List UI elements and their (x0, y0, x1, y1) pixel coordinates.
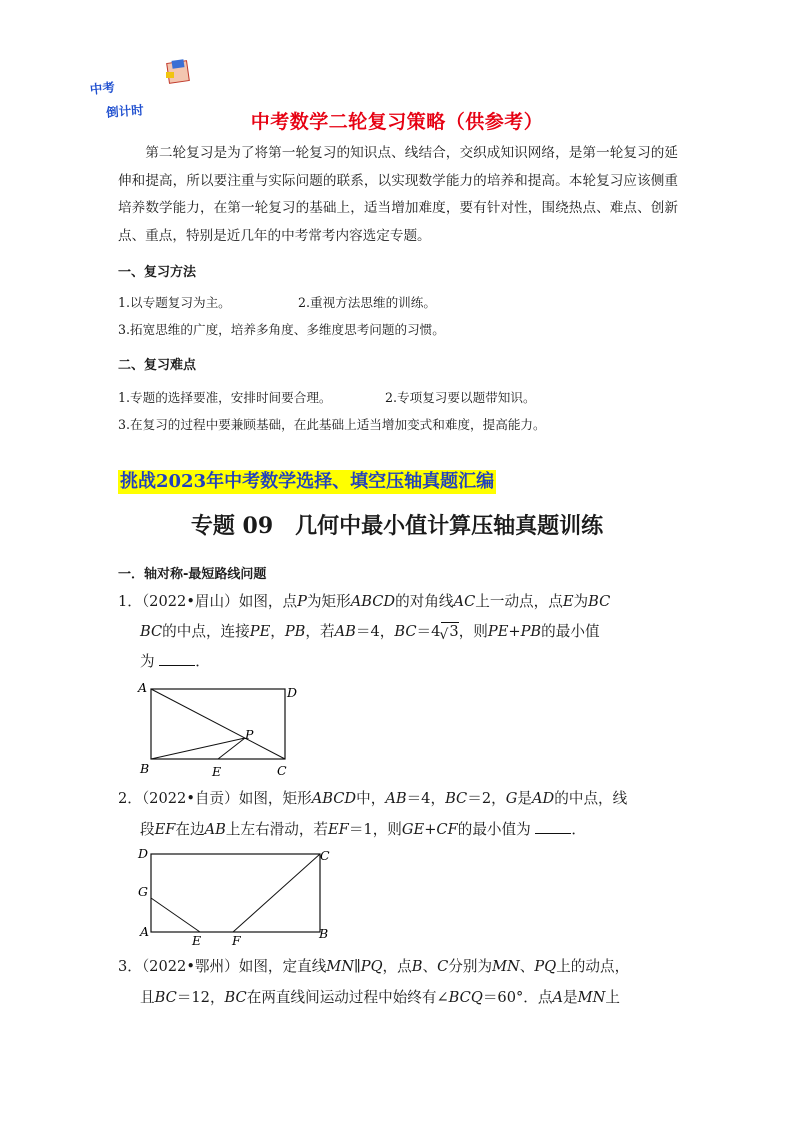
methods-heading: 一、复习方法 (118, 265, 197, 280)
problem-number: 2． (118, 790, 142, 807)
logo-text-1: 中考 (89, 79, 116, 97)
text: 的对角线 (395, 593, 454, 610)
math-var: BC (154, 989, 177, 1006)
difficulties-heading: 二、复习难点 (118, 358, 197, 373)
label-a: A (138, 680, 148, 695)
text: 如图，定直线 (238, 958, 327, 975)
segment-cf (233, 854, 320, 932)
text: 在边 (175, 821, 205, 838)
math-var: MN (492, 958, 520, 975)
problem-source: （2022•鄂州） (141, 958, 239, 975)
math-var: PQ (534, 958, 557, 975)
math-var: P (297, 593, 307, 610)
methods-item-3: 3.拓宽思维的广度，培养多角度、多维度思考问题的习惯。 (118, 322, 445, 337)
topic-title: 专题 09 几何中最小值计算压轴真题训练 (190, 513, 604, 539)
math-var: EF (328, 821, 349, 838)
text: ，点 (382, 958, 412, 975)
difficulties-item-2: 2.专项复习要以题带知识。 (385, 390, 536, 405)
difficulties-item-3: 3.在复习的过程中要兼顾基础，在此基础上适当增加变式和难度，提高能力。 (118, 417, 546, 432)
section-heading: 一．轴对称-最短路线问题 (118, 567, 267, 582)
math-var: EF (154, 821, 176, 838)
problem-1-line-2 (140, 617, 600, 647)
math-var: A (552, 989, 564, 1006)
text: 是 (517, 790, 532, 807)
math-var: BC (445, 790, 468, 807)
intro-paragraph: 第二轮复习是为了将第一轮复习的知识点、线结合，交织成知识网络，是第一轮复习的延伸和提高，所以要注重与实际问题的联系，以实现数学能力的培养和提高。本轮复习应该侧重培养数学能力，在第一轮复习的基础上，适当增加难度，要有针对性，围绕热点、难点、创新点、重点，特别是近几年的中考常考内容选定专题。 (118, 145, 678, 244)
text: 如图，点 (238, 593, 298, 610)
text: 的最小值 (541, 623, 600, 640)
figure-2 (130, 842, 340, 946)
label-f: F (232, 933, 241, 946)
problem-number: 3． (118, 958, 142, 975)
text: 如图，矩形 (238, 790, 312, 807)
figure-1 (130, 680, 310, 782)
sqrt-sign: √ (439, 627, 449, 643)
problem-source: （2022•自贡） (141, 790, 239, 807)
text: ＝4 (416, 623, 441, 640)
label-b: B (319, 926, 329, 941)
math-var: PB (284, 623, 306, 640)
problem-number: 1． (118, 593, 142, 610)
text: ，则 (458, 623, 488, 640)
math-var: AC (453, 593, 476, 610)
text: 3 (449, 623, 459, 640)
problem-2-line-1 (118, 784, 627, 814)
text: ＝60°．点 (482, 989, 553, 1006)
math-var: BCQ (448, 989, 483, 1006)
text: 为 (140, 653, 155, 670)
text: ＝4， (355, 623, 395, 640)
math-var: E (562, 593, 574, 610)
math-var: BC (224, 989, 247, 1006)
math-var: ABCD (350, 593, 396, 610)
math-var: MN (577, 989, 606, 1006)
text: 的中点，连接 (162, 623, 250, 640)
label-d: D (287, 685, 298, 700)
label-p: P (245, 727, 254, 742)
text: 的中点，线 (554, 790, 628, 807)
math-var: PE (249, 623, 271, 640)
text: 上一动点，点 (475, 593, 563, 610)
math-var: AB (204, 821, 226, 838)
math-var: GE+CF (401, 821, 458, 838)
text: ． (571, 821, 586, 838)
problem-3-line-2 (140, 983, 620, 1013)
strategy-title: 中考数学二轮复习策略（供参考） (250, 111, 544, 133)
math-var: AB (334, 623, 356, 640)
text: ＝2， (467, 790, 506, 807)
text: 为 (573, 593, 589, 610)
answer-blank (535, 819, 571, 834)
text: ＝4， (406, 790, 446, 807)
text: 上的动点， (556, 958, 630, 975)
label-b: B (140, 761, 150, 776)
text: 为矩形 (306, 593, 351, 610)
text: 的最小值为 (457, 821, 531, 838)
methods-item-1: 1.以专题复习为主。 (118, 295, 231, 310)
segment-ge (151, 898, 200, 932)
text: 段 (140, 821, 155, 838)
math-var: BC (588, 593, 611, 610)
problem-2-line-2 (140, 815, 586, 845)
answer-blank (159, 651, 195, 666)
text: 且 (140, 989, 155, 1006)
math-var: B (411, 958, 423, 975)
diagonal-ac (151, 689, 285, 759)
label-c: C (320, 848, 330, 863)
text: ． (195, 653, 210, 670)
text: 在两直线间运动过程中始终有∠ (246, 989, 449, 1006)
label-a: A (140, 924, 150, 939)
label-c: C (277, 763, 287, 778)
math-var: MN∥PQ (326, 958, 383, 975)
text: 、 (422, 958, 438, 975)
text: ，若 (305, 623, 335, 640)
label-e: E (212, 764, 222, 779)
text: 、 (519, 958, 535, 975)
text: 上左右滑动，若 (225, 821, 329, 838)
text: 是 (563, 989, 578, 1006)
text: ＝1，则 (348, 821, 402, 838)
problem-1-line-1 (118, 587, 610, 617)
math-var: PE+PB (487, 623, 542, 640)
text: 上 (605, 989, 620, 1006)
math-var: BC (140, 623, 163, 640)
challenge-banner: 挑战2023年中考数学选择、填空压轴真题汇编 (120, 471, 495, 492)
logo-text-2: 倒计时 (105, 102, 145, 120)
math-var: G (505, 790, 518, 807)
problem-source: （2022•眉山） (141, 593, 239, 610)
text: ， (270, 623, 285, 640)
problem-1-line-3 (140, 647, 210, 677)
text: ＝12， (176, 989, 225, 1006)
label-d: D (138, 846, 149, 861)
text: 分别为 (448, 958, 493, 975)
difficulties-item-1: 1.专题的选择要准，安排时间要合理。 (118, 390, 332, 405)
math-var: BC (394, 623, 417, 640)
label-g: G (138, 884, 148, 899)
label-e: E (192, 933, 202, 946)
math-var: C (437, 958, 449, 975)
math-var: AB (385, 790, 407, 807)
problem-3-line-1 (118, 952, 629, 982)
math-var: ABCD (311, 790, 357, 807)
methods-item-2: 2.重视方法思维的训练。 (298, 295, 436, 310)
text: 中， (356, 790, 386, 807)
math-var: AD (532, 790, 555, 807)
sqrt-radicand (439, 622, 459, 643)
rectangle-abcd (151, 854, 320, 932)
